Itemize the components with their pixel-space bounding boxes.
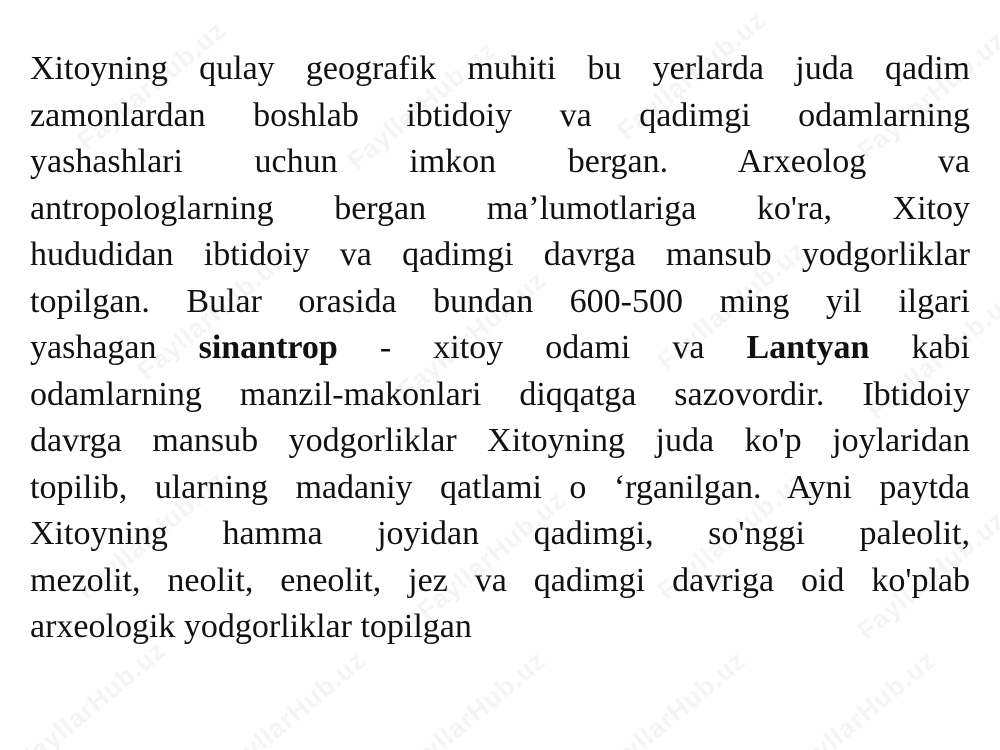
bold-term-lantyan: Lantyan — [746, 329, 870, 366]
paragraph-line-with-bold-terms — [30, 325, 970, 372]
watermark-text — [392, 645, 552, 750]
paragraph-line: odamlarning manzil-makonlari diqqatga sazovordir. Ibtidoiy — [30, 375, 970, 413]
watermark-text — [592, 645, 752, 750]
paragraph-line: topilib, ularning madaniy qatlami o ‘rganilgan. Ayni paytda — [30, 468, 970, 506]
text-segment: - xitoy odami va — [337, 329, 747, 366]
paragraph-line: zamonlardan boshlab ibtidoiy va qadimgi odamlarning — [30, 96, 970, 134]
paragraph-line: davrga mansub yodgorliklar Xitoyning juda ko'p joylaridan — [30, 422, 970, 459]
text-segment: kabi — [869, 329, 970, 366]
bold-term-sinantrop: sinantrop — [198, 329, 338, 366]
paragraph-line-last: arxeologik yodgorliklar topilgan — [30, 608, 472, 645]
watermark-text — [782, 645, 942, 750]
watermark-text — [212, 645, 372, 750]
paragraph-line: yashashlari uchun imkon bergan. Arxeolog va — [30, 143, 970, 180]
paragraph-line: Xitoyning qulay geografik muhiti bu yerlarda juda qadim — [30, 50, 970, 87]
paragraph-line: antropologlarning bergan ma’lumotlariga ko'ra, Xitoy — [30, 189, 970, 227]
paragraph-line: mezolit, neolit, eneolit, jez va qadimgi davriga oid ko'plab — [30, 561, 970, 599]
paragraph-line: topilgan. Bular orasida bundan 600-500 ming yil ilgari — [30, 282, 970, 320]
text-segment: yashagan — [30, 329, 199, 366]
paragraph-line: hududidan ibtidoiy va qadimgi davrga mansub yodgorliklar — [30, 236, 970, 273]
watermark-text — [12, 635, 172, 750]
body-paragraph — [30, 46, 970, 651]
paragraph-line: Xitoyning hamma joyidan qadimgi, so'nggi paleolit, — [30, 515, 970, 552]
